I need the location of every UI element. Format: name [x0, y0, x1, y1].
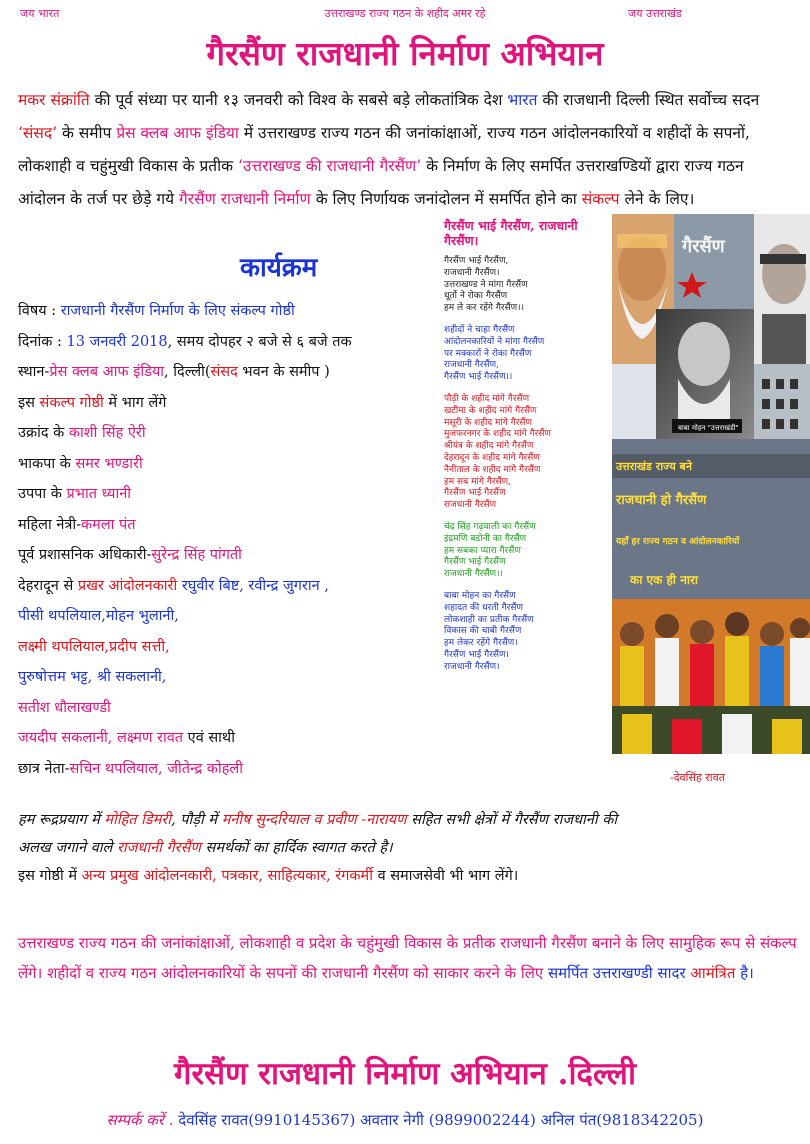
invitation-paragraph [18, 928, 798, 988]
contact-label: सम्पर्क करें . [106, 1111, 179, 1129]
participant-name: सुरेन्द्र सिंह पांगती [151, 547, 242, 563]
poem-line: गैरसैंण भाई गैरसैंण [444, 488, 506, 499]
welcome-text-5: समर्थकों का हार्दिक स्वागत करते है। [200, 840, 393, 856]
page-title: गैरसैंण राजधानी निर्माण अभियान [206, 34, 604, 73]
header-right-slogan: जय उत्तराखंड [628, 7, 682, 20]
participant-title: प्रखर आंदोलनकारी [77, 577, 178, 594]
intro-text-6: के लिए निर्णायक जनांदोलन में समर्पित होने का [310, 190, 582, 208]
participant-org: पूर्व प्रशासनिक अधिकारी- [18, 547, 152, 563]
participant-9: पुरुषोत्तम भट्ट, श्री सकलानी, [18, 669, 167, 685]
welcome-text-1: हम रूद्रप्रयाग में [18, 812, 105, 828]
time-value: , समय दोपहर २ बजे से ६ बजे तक [167, 333, 352, 350]
banner-line-3: यहाँ हर राज्य गठन व आंदोलनकारियों [616, 537, 740, 547]
participant-5 [18, 540, 438, 571]
date-label: दिनांक : [18, 333, 67, 350]
welcome-name-2: मनीष सुन्दरियाल व प्रवीण -नारायण [221, 812, 407, 828]
contact-line [0, 1110, 810, 1130]
contact-2: अवतार नेगी (9899002244) [360, 1111, 536, 1129]
photo-collage [612, 214, 810, 754]
program-date [18, 327, 438, 358]
intro-text-7: लेने के लिए। [619, 190, 695, 208]
poem-line: चंद्र सिंह गढ़वाली का गैरसैंण [444, 521, 536, 532]
intro-text-3: के समीप [57, 124, 117, 142]
participant-name: काशी सिंह ऐरी [68, 425, 146, 441]
poem-line: राजधानी गैरसैंण [444, 500, 497, 511]
poem-line: पर मक्कारों ने रोका गैरसैंण [444, 348, 532, 359]
intro-paragraph [18, 84, 793, 216]
poem-line: गैरसैंण भाई गैरसैंण, [444, 256, 509, 266]
welcome-text-3: सहित सभी क्षेत्रों में गैरसैंण राजधानी की [406, 812, 618, 828]
poem-line: गैरसैंण भाई गैरसैंण। [444, 649, 509, 660]
intro-capital-gairsain: ‘उत्तराखण्ड की राजधानी गैरसैंण’ [237, 157, 422, 175]
participate-text-2: में भाग लेंगे [103, 394, 167, 411]
poem-line: राजधानी गैरसैंण। [444, 661, 500, 672]
poem-line: राजधानी गैरसैंण, [444, 360, 499, 371]
poem-line: राजधानी गैरसैंण। [444, 267, 500, 278]
participant-name: प्रभात ध्यानी [66, 486, 132, 502]
poem-line: धूर्तो ने रोका गैरसैंण [444, 291, 508, 302]
participant-name: रघुवीर बिष्ट, रवीन्द्र जुगरान , [177, 577, 329, 594]
collage-image [612, 214, 810, 754]
participant-11 [18, 723, 438, 754]
participant-tail: एवं साथी [183, 730, 235, 746]
header-left-slogan: जय भारत [20, 7, 60, 20]
participant-name: कमला पंत [81, 516, 136, 533]
poem-line: हम ले कर रहेंगे गैरसैंण।। [444, 303, 524, 314]
welcome-text-7: व समाजसेवी भी भाग लेंगे। [372, 868, 519, 884]
program-participate [18, 388, 438, 419]
contact-1: देवसिंह रावत(9910145367) [178, 1111, 356, 1129]
venue-value: प्रेस क्लब आफ इंडिया [49, 364, 165, 380]
banner-line-2: राजधानी हो गैरसैंण [616, 493, 707, 508]
subject-label: विषय : [18, 303, 61, 319]
contact-3: अनिल पंत(9818342205) [540, 1111, 704, 1129]
participant-4 [18, 510, 438, 541]
subject-value: राजधानी गैरसैंण निर्माण के लिए संकल्प गोष्ठी [60, 303, 295, 319]
invite-text-1: उत्तराखण्ड राज्य गठन की जनांकांक्षाओं, लोकशाही व प्रदेश के चहुंमुखी विकास के प्रतीक राजधानी गैरसैंण बनाने के लिए सामुहिक रूप से संकल्प लेंगे। शहीदों व राज्य गठन आंदोलनकारियों के सपनों की राजधानी गैरसैंण को साकार करने के लिए [18, 934, 797, 982]
poem-line: नैनीताल के शहीद मांगे गैरसैंण [444, 464, 541, 475]
poem-line: बाबा मोहन का गैरसैंण [444, 590, 516, 601]
program-details [18, 296, 438, 784]
poem-line: उत्तराखण्ड ने मांगा गैरसैंण [444, 279, 528, 290]
date-value: 13 जनवरी 2018 [66, 333, 168, 350]
poem-stanza-5 [444, 591, 614, 674]
portrait-caption: बाबा मोहन "उत्तराखंडी" [678, 424, 739, 432]
participant-org: महिला नेत्री- [18, 516, 82, 533]
poem-line: खटीमा के शहीद मांगे गैरसैंण [444, 405, 537, 416]
intro-text-4: में उत्तराखण्ड राज्य गठन की जनांकांक्षाओं, राज्य गठन आंदोलनकारियों व शहीदों के सपनों, लोकशाही व चहुंमुखी विकास के प्रतीक [18, 124, 750, 175]
poem-line: राजधानी गैरसैंण।। [444, 569, 503, 580]
venue-tail: भवन के समीप ) [237, 364, 330, 380]
poem-line: शहीदों ने चाहा गैरसैंण [444, 324, 515, 335]
participant-name: जयदीप सकलानी, लक्ष्मण रावत [18, 730, 184, 746]
poem-stanza-3 [444, 394, 614, 512]
sign-text: गैरसैंण [682, 236, 725, 257]
participant-org: उपपा के [18, 486, 67, 502]
intro-sankalp: संकल्प [581, 190, 620, 208]
participant-name: समर भण्डारी [75, 455, 143, 472]
poem-line: आंदोलनकारियों ने मांगा गैरसैंण [444, 336, 545, 347]
poem-line: विकास की चाबी गैरसैंण [444, 626, 522, 637]
participant-2 [18, 449, 438, 480]
participant-7: पीसी थपलियाल,मोहन भुलानी, [18, 608, 179, 624]
intro-sansad: ‘संसद’ [18, 124, 58, 142]
intro-makar-sankranti: मकर संक्रांति [18, 91, 90, 109]
intro-bharat: भारत [507, 91, 538, 109]
welcome-others: अन्य प्रमुख आंदोलनकारी, पत्रकार, साहित्यकार, रंगकर्मी [81, 868, 373, 884]
program-subject [18, 296, 438, 327]
program-venue [18, 357, 438, 388]
banner-line-1: उत्तराखंड राज्य बने [616, 460, 692, 473]
poem-line: पौड़ी के शहीद मांगे गैरसैंण [444, 393, 530, 404]
intro-text-5: के निर्माण के लिए समर्पित उत्तराखण्डियों द्वारा राज्य गठन आंदोलन के तर्ज पर छेड़े गये [18, 157, 744, 208]
banner-line-4: का एक ही नारा [630, 573, 698, 587]
poem-line: हम लेकर रहेंगे गैरसैंण। [444, 638, 518, 649]
invite-amantrit: आमंत्रित [690, 964, 736, 982]
participant-3 [18, 479, 438, 510]
program-heading: कार्यक्रम [240, 253, 318, 283]
poem-stanza-1 [444, 256, 614, 315]
participant-org: छात्र नेता- [18, 760, 70, 777]
invite-text-2: समर्पित उत्तराखण्डी सादर [547, 964, 691, 982]
intro-press-club: प्रेस क्लब आफ इंडिया [116, 124, 239, 142]
participant-1 [18, 418, 438, 449]
poem-title: गैरसैंण भाई गैरसैंण, राजधानी गैरसैंण। [444, 218, 578, 248]
welcome-text-4: अलख जगाने वाले [18, 840, 117, 856]
welcome-paragraph [18, 806, 798, 890]
poem-line: शहादत की धरती गैरसैंण [444, 602, 523, 613]
participant-12 [18, 754, 438, 785]
intro-text-1: की पूर्व संध्या पर यानी १३ जनवरी को विश्व के सबसे बड़े लोकतांत्रिक देश [89, 91, 508, 109]
poem-line: मसूरी के शहीद मांगे गैरसैंण [444, 417, 532, 428]
poem-line: श्रीयंत्र के शहीद मांगे गैरसैंण [444, 441, 534, 452]
poem-line: गैरसैंण भाई गैरसैंण।। [444, 372, 513, 383]
header-center-slogan: उत्तराखण्ड राज्य गठन के शहीद अमर रहे [324, 7, 486, 20]
participant-org: उक्रांद के [18, 425, 69, 441]
welcome-name-1: मोहित डिमरी [104, 812, 172, 828]
poem-line: लोकशाही का प्रतीक गैरसैंण [444, 614, 534, 625]
participant-8: लक्ष्मी थपलियाल,प्रदीप सत्ती, [18, 638, 170, 655]
poem-line: मुजफरनगर के शहीद मांगे गैरसैंण [444, 429, 551, 440]
author-credit: -देवसिंह रावत [670, 771, 726, 784]
poem-line: इंद्रमणि बडोनी का गैरसैंण [444, 533, 527, 544]
venue-label: स्थान- [18, 364, 50, 380]
intro-text-2: की राजधानी दिल्ली स्थित सर्वोच्च सदन [537, 91, 760, 109]
welcome-capital: राजधानी गैरसैंण [116, 840, 201, 856]
venue-parliament: संसद [210, 364, 238, 380]
participant-org: देहरादून से [18, 577, 78, 594]
footer-title: गैरसैंण राजधानी निर्माण अभियान .दिल्ली [174, 1056, 636, 1092]
poem-line: गैरसैंण भाई गैरसैंण [444, 557, 506, 568]
poem-line: हम सबका प्यारा गैरसैंण [444, 545, 521, 556]
participate-sankalp: संकल्प गोष्ठी [39, 394, 104, 411]
participant-10: सतीश धौलाखण्डी [18, 699, 111, 716]
welcome-text-6: इस गोष्ठी में [18, 868, 82, 884]
participate-text-1: इस [18, 394, 40, 411]
participant-org: भाकपा के [18, 455, 76, 472]
poem-line: हम सब मांगे गैरसैंण, [444, 476, 511, 487]
invite-text-3: है। [735, 964, 754, 982]
poem-stanza-2 [444, 325, 614, 384]
venue-city: , दिल्ली( [164, 364, 211, 380]
intro-capital-construction: गैरसैंण राजधानी निर्माण [179, 190, 311, 208]
welcome-text-2: , पौड़ी में [171, 812, 222, 828]
participant-name: सचिन थपलियाल, जीतेन्द्र कोहली [69, 760, 243, 777]
poem-column [444, 218, 614, 684]
poem-stanza-4 [444, 522, 614, 581]
poem-line: देहरादून के शहीद मांगे गैरसैंण [444, 452, 540, 463]
participant-6 [18, 571, 438, 602]
